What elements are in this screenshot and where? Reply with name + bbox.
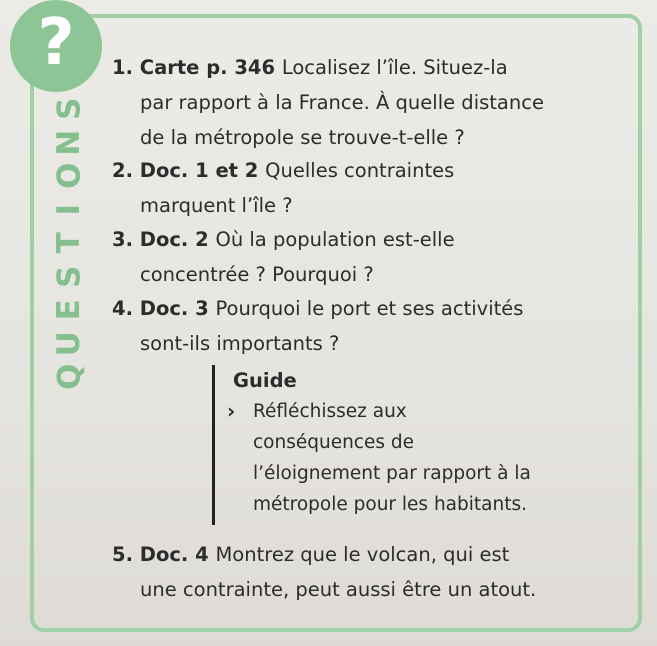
question-reference: Doc. 2 [139,228,216,251]
question-text: Où la population est-elle [215,228,455,251]
question-5 [112,537,536,607]
question-3 [112,222,455,292]
guide-box [212,365,612,525]
side-title-questions [51,92,88,390]
question-2 [112,153,454,223]
question-text: Quelles contraintes [265,159,455,182]
question-reference: Doc. 4 [139,543,216,566]
question-text: concentrée ? Pourquoi ? [140,263,374,286]
chevron-right-icon: › [227,399,236,423]
guide-text: conséquences de [253,432,415,453]
question-text: Montrez que le volcan, qui est [215,543,510,566]
side-title-letter: S [51,97,88,120]
side-title-letter: U [51,330,88,356]
question-number: 2. [112,159,140,182]
question-reference: Doc. 3 [139,297,216,320]
guide-title: Guide [233,369,297,392]
question-text: sont-ils importants ? [140,332,340,355]
guide-text: Réfléchissez aux [253,401,407,422]
side-title-letter: Q [51,363,88,390]
question-number: 3. [112,228,140,251]
question-number: 1. [112,56,140,79]
question-text: de la métropole se trouve-t-elle ? [140,126,465,149]
question-4 [112,291,523,361]
side-title-letter: I [51,203,88,216]
side-title-letter: E [51,299,88,321]
side-title-letter: T [51,232,88,254]
side-title-letter: O [51,162,88,189]
question-mark-badge [10,0,102,92]
question-text: par rapport à la France. À quelle distance [140,91,544,114]
question-mark-icon: ? [37,6,75,80]
question-reference: Carte p. 346 [139,56,282,79]
question-1 [112,50,544,155]
question-reference: Doc. 1 et 2 [139,159,266,182]
question-number: 4. [112,297,140,320]
question-text: une contrainte, peut aussi être un atout. [140,578,537,601]
guide-text: l’éloignement par rapport à la [253,463,531,484]
side-title-letter: N [51,129,88,156]
question-text: marquent l’île ? [140,194,293,217]
side-title-letter: S [51,265,88,288]
guide-text: métropole pour les habitants. [253,494,527,515]
question-number: 5. [112,543,140,566]
question-text: Pourquoi le port et ses activités [215,297,524,320]
question-text: Localisez l’île. Situez-la [281,56,508,79]
